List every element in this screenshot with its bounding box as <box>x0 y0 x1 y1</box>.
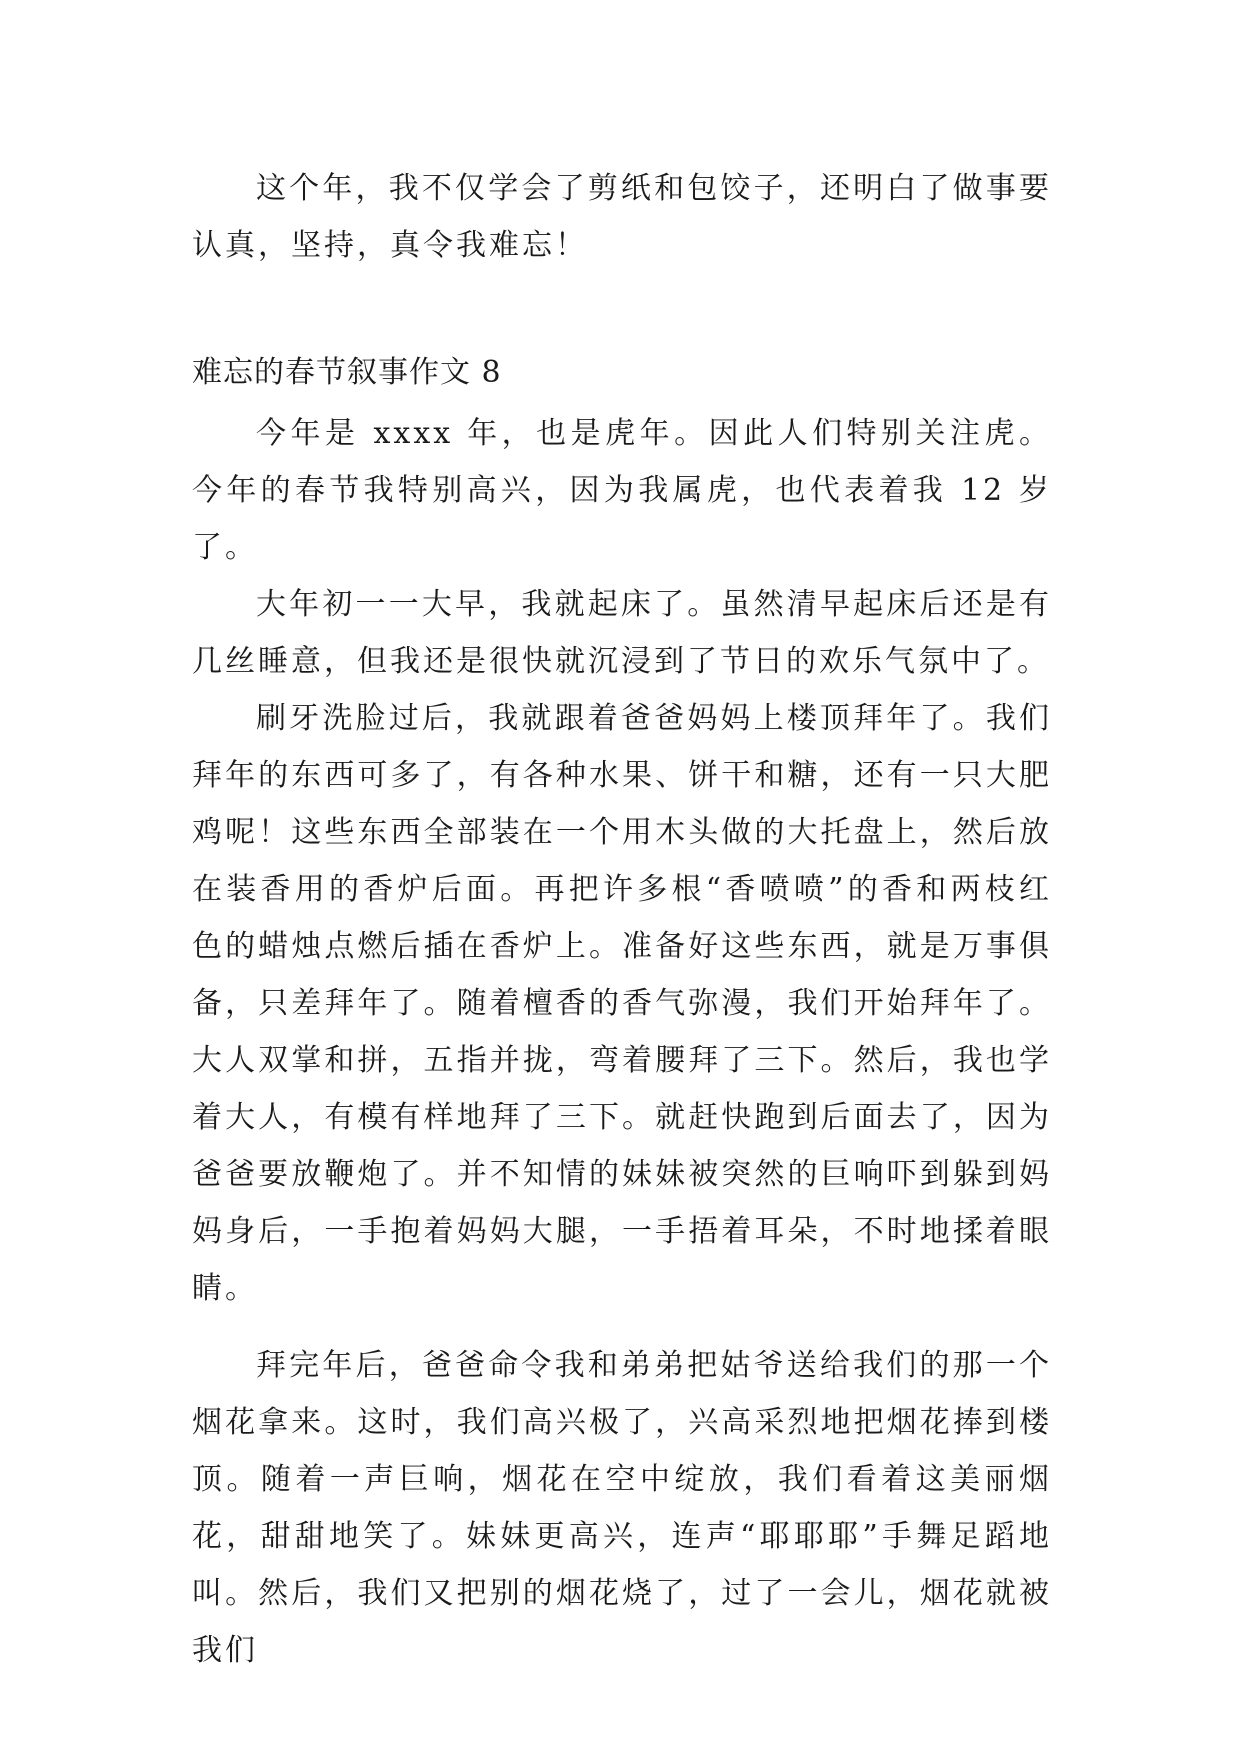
paragraph-3: 刷牙洗脸过后，我就跟着爸爸妈妈上楼顶拜年了。我们拜年的东西可多了，有各种水果、饼干和糖，还有一只大肥鸡呢！这些东西全部装在一个用木头做的大托盘上，然后放在装香用的香炉后面。再把许多根“香喷喷”的香和两枝红色的蜡烛点燃后插在香炉上。准备好这些东西，就是万事俱备，只差拜年了。随着檀香的香气弥漫，我们开始拜年了。大人双掌和拼，五指并拢，弯着腰拜了三下。然后，我也学着大人，有模有样地拜了三下。就赶快跑到后面去了，因为爸爸要放鞭炮了。并不知情的妹妹被突然的巨响吓到躲到妈妈身后，一手抱着妈妈大腿，一手捂着耳朵，不时地揉着眼睛。 <box>192 701 1052 1306</box>
paragraph-1: 今年是 xxxx 年，也是虎年。因此人们特别关注虎。今年的春节我特别高兴，因为我属虎，也代表着我 12 岁了。 <box>192 416 1052 565</box>
paragraph-4: 拜完年后，爸爸命令我和弟弟把姑爷送给我们的那一个烟花拿来。这时，我们高兴极了，兴高采烈地把烟花捧到楼顶。随着一声巨响，烟花在空中绽放，我们看着这美丽烟花，甜甜地笑了。妹妹更高兴，连声“耶耶耶”手舞足蹈地叫。然后，我们又把别的烟花烧了，过了一会儿，烟花就被我们 <box>192 1348 1052 1668</box>
intro-paragraph: 这个年，我不仅学会了剪纸和包饺子，还明白了做事要认真，坚持，真令我难忘！ <box>192 171 1052 263</box>
paragraph-2: 大年初一一大早，我就起床了。虽然清早起床后还是有几丝睡意，但我还是很快就沉浸到了节日的欢乐气氛中了。 <box>192 587 1052 679</box>
document-body <box>192 160 1052 1679</box>
section-title: 难忘的春节叙事作文 8 <box>192 355 502 390</box>
